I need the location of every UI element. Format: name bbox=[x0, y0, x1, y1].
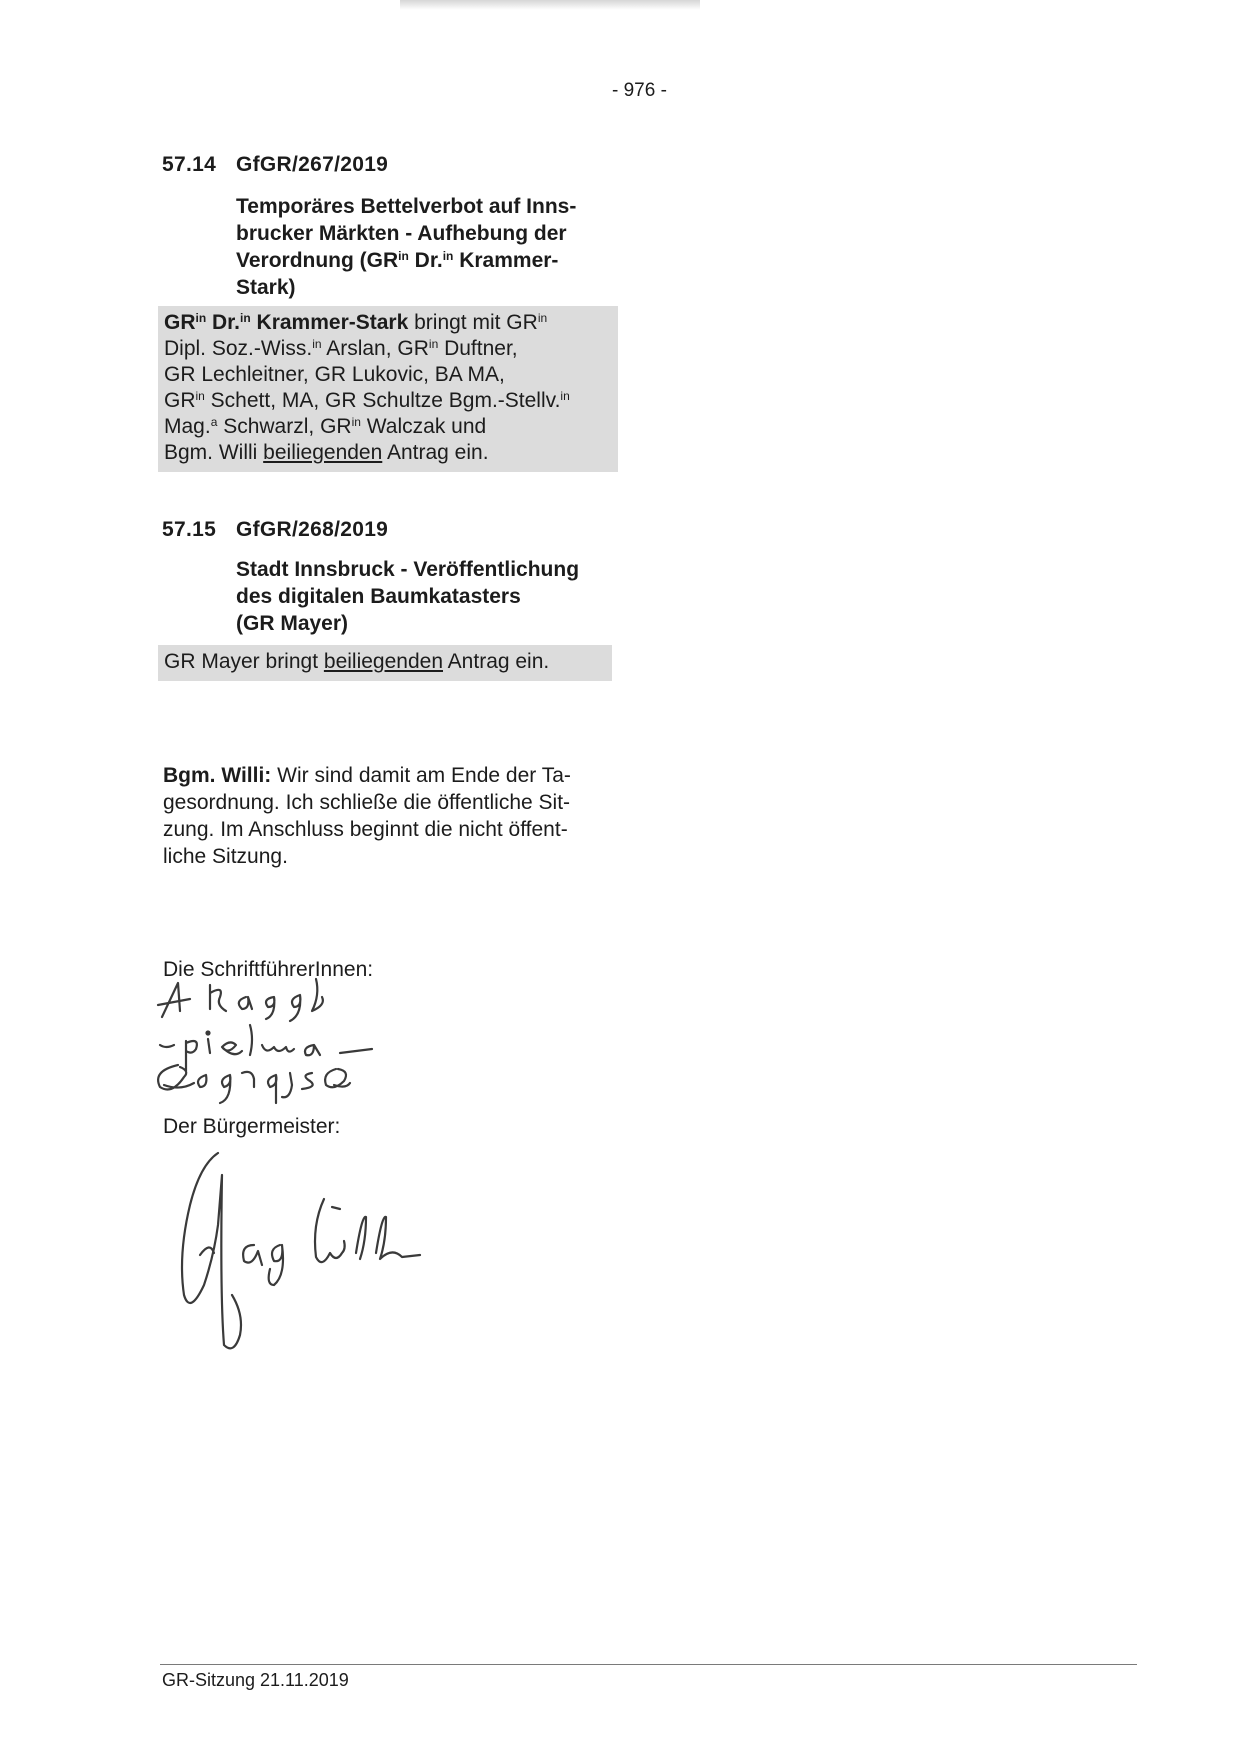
agenda-item-title bbox=[236, 556, 626, 637]
footer-session-date: GR-Sitzung 21.11.2019 bbox=[162, 1670, 349, 1690]
agenda-item-heading bbox=[162, 153, 388, 177]
agenda-item-number: 57.15 bbox=[162, 518, 217, 541]
title-line: Stadt Innsbruck - Veröffentlichung bbox=[236, 558, 580, 581]
footer-divider bbox=[160, 1664, 1137, 1665]
closing-remarks: Bgm. Willi: Wir sind damit am Ende der Ta- gesordnung. Ich schließe die öffentliche Sit- zung. Im Anschluss beginnt die nicht öffent- liche Sitzung. bbox=[163, 764, 571, 868]
agenda-item-code: GfGR/268/2019 bbox=[236, 518, 389, 541]
title-line: Stark) bbox=[236, 276, 296, 299]
agenda-item-heading bbox=[162, 518, 388, 542]
secretaries-signatures bbox=[150, 975, 410, 1115]
agenda-item-title bbox=[236, 193, 626, 301]
title-line: Temporäres Bettelverbot auf Inns- bbox=[236, 195, 577, 218]
motion-text: $GR^{in}$ Dr.$^{in}$ Krammer-Stark bringt mit $GR^{in}$ Dipl. Soz.-Wiss.$^{in}$ Arslan, $GR^{in}$ Duftner, GR Lechleitner, GR Lukovic, BA MA, $GR^{in}$ Schett, MA, GR Schultze Bgm.-Stellv.$^{in}$ Mag.$^a$ Schwarzl, $GR^{in}$ Walczak und Bgm. Willi beiliegenden Antrag ein. bbox=[158, 306, 618, 472]
page-number: - 976 - bbox=[612, 80, 667, 101]
attachment-link[interactable]: beiliegenden bbox=[263, 441, 383, 464]
speaker-name: Bgm. Willi: bbox=[163, 764, 272, 787]
mayor-signature bbox=[170, 1145, 430, 1355]
agenda-item-number: 57.14 bbox=[162, 153, 217, 176]
secretaries-label: Die SchriftführerInnen: bbox=[163, 958, 374, 981]
title-line: Verordnung ($GR^{in}$ Dr.$^{in}$ Krammer- bbox=[236, 249, 559, 272]
agenda-item-code: GfGR/267/2019 bbox=[236, 153, 389, 176]
attachment-link[interactable]: beiliegenden bbox=[323, 650, 443, 673]
scan-top-shadow bbox=[400, 0, 700, 10]
title-line: brucker Märkten - Aufhebung der bbox=[236, 222, 567, 245]
title-line: des digitalen Baumkatasters bbox=[236, 585, 521, 608]
title-line: (GR Mayer) bbox=[236, 612, 349, 635]
mayor-label: Der Bürgermeister: bbox=[163, 1115, 341, 1138]
motion-text: GR Mayer bringt beiliegenden Antrag ein. bbox=[158, 645, 612, 681]
